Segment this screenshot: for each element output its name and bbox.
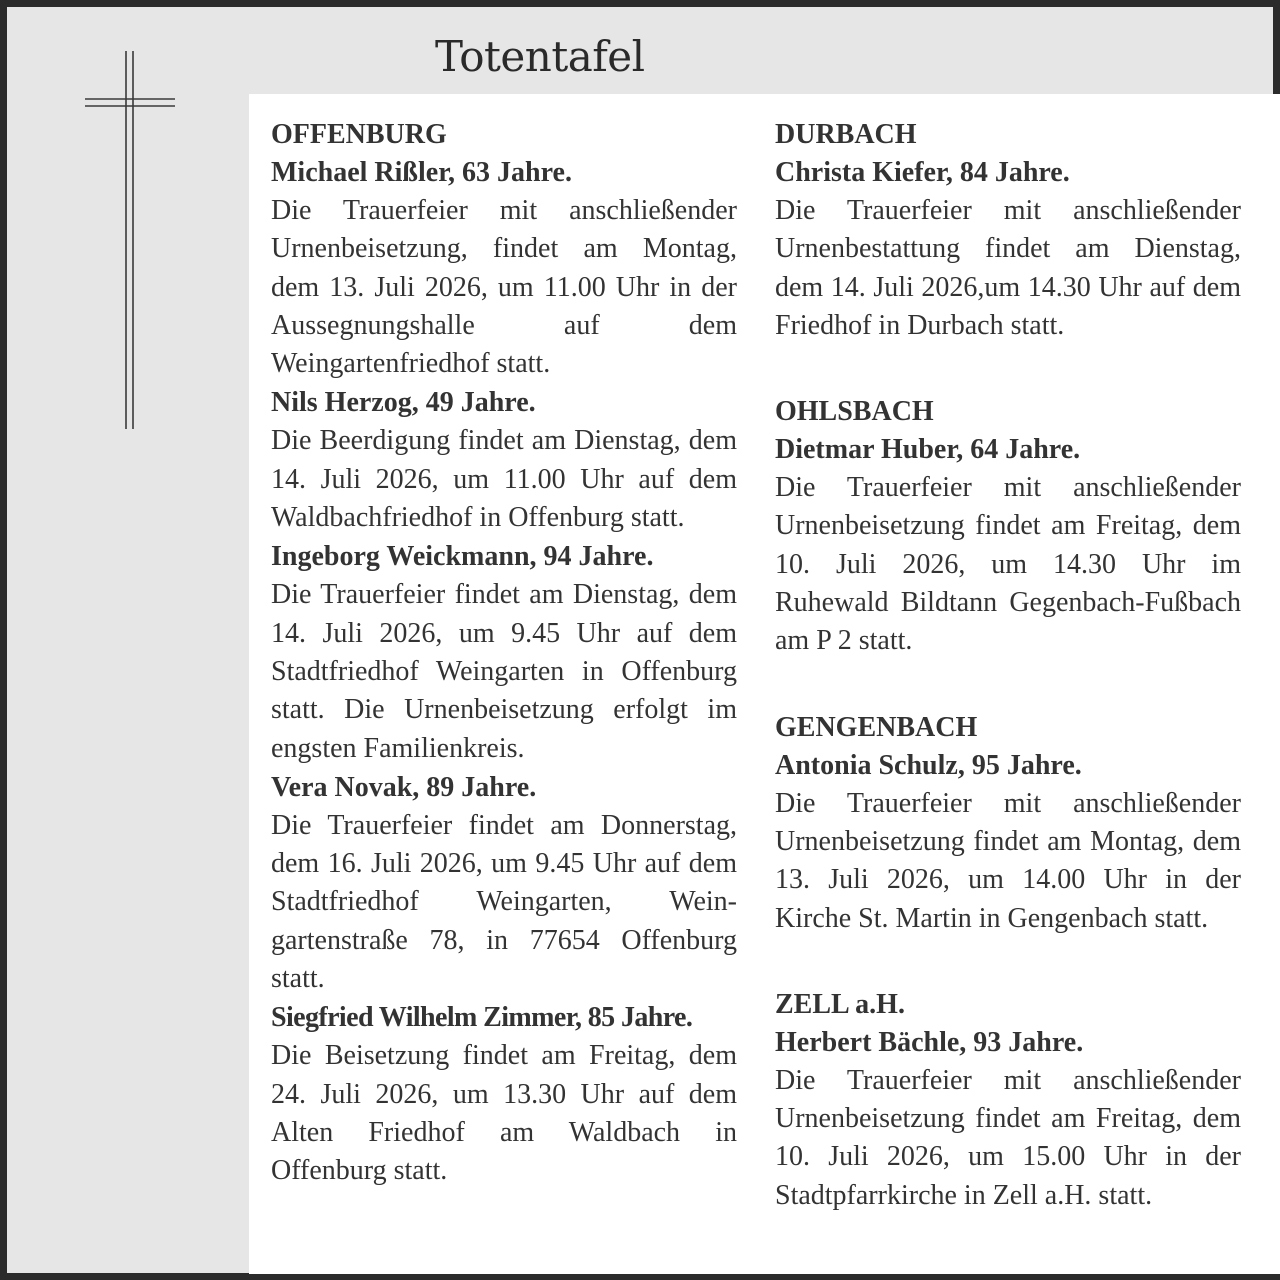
place-heading: OHLSBACH <box>775 396 934 428</box>
obituary-entry <box>271 769 737 998</box>
service-details: Die Trauerfeier mit anschließender Urnenbeisetzung findet am Freitag, dem 10. Juli 2026, um 14.30 Uhr im Ruhewald Bildtann Gegenbach-Fußbach am P 2 statt. <box>775 472 1241 657</box>
obituary-entry <box>271 154 737 383</box>
place-section <box>775 393 1241 660</box>
deceased-name: Vera Novak, 89 Jahre. <box>271 771 537 803</box>
obituary-entry <box>271 999 737 1190</box>
left-column <box>271 116 737 1191</box>
service-details: Die Trauerfeier mit anschließender Urnenbestattung findet am Dienstag, dem 14. Juli 2026,um 14.30 Uhr auf dem Friedhof in Durbach statt. <box>775 195 1241 341</box>
deceased-name: Herbert Bächle, 93 Jahre. <box>775 1026 1084 1058</box>
cross-icon <box>85 51 177 431</box>
service-details: Die Trauerfeier findet am Donnerstag, dem 16. Juli 2026, um 9.45 Uhr auf dem Stadtfriedhof Weingarten, Weingartenstraße 78, in 77654 Offenburg statt. <box>271 809 737 995</box>
place-heading: GENGENBACH <box>775 711 978 743</box>
service-details: Die Trauerfeier mit anschließender Urnenbeisetzung findet am Montag, dem 13. Juli 2026, um 14.00 Uhr in der Kirche St. Martin in Gengenbach statt. <box>775 787 1241 934</box>
obituary-panel <box>249 94 1280 1274</box>
deceased-name: Dietmar Huber, 64 Jahre. <box>775 434 1081 466</box>
service-details: Die Trauerfeier mit anschließender Urnenbeisetzung, findet am Montag, dem 13. Juli 2026, um 11.00 Uhr in der Aussegnungshalle auf dem Weingartenfriedhof statt. <box>271 195 737 380</box>
place-section <box>775 116 1241 345</box>
service-details: Die Trauerfeier mit anschließender Urnenbeisetzung findet am Freitag, dem 10. Juli 2026, um 15.00 Uhr in der Stadtpfarrkirche in Zell a.H. statt. <box>775 1064 1241 1211</box>
deceased-name: Michael Rißler, 63 Jahre. <box>271 157 572 188</box>
place-section <box>775 986 1241 1215</box>
service-details: Die Beerdigung findet am Dienstag, dem 14. Juli 2026, um 11.00 Uhr auf dem Waldbachfriedhof in Offenburg statt. <box>271 425 737 534</box>
deceased-name: Nils Herzog, 49 Jahre. <box>271 387 536 419</box>
deceased-name: Antonia Schulz, 95 Jahre. <box>775 749 1082 781</box>
obituary-entry <box>271 384 737 537</box>
deceased-name: Christa Kiefer, 84 Jahre. <box>775 157 1070 188</box>
deceased-name: Ingeborg Weickmann, 94 Jahre. <box>271 541 654 573</box>
service-details: Die Trauerfeier findet am Dienstag, dem 14. Juli 2026, um 9.45 Uhr auf dem Stadtfriedhof Weingarten in Offenburg statt. Die Urnenbeisetzung erfolgt im engsten Familienkreis. <box>271 579 737 764</box>
place-section <box>775 709 1241 938</box>
place-heading: OFFENBURG <box>271 119 447 150</box>
service-details: Die Beisetzung findet am Freitag, dem 24. Juli 2026, um 13.30 Uhr auf dem Alten Friedhof am Waldbach in Offenburg statt. <box>271 1040 737 1187</box>
deceased-name: Siegfried Wilhelm Zimmer, 85 Jahre. <box>271 1002 693 1034</box>
place-heading: DURBACH <box>775 119 917 150</box>
place-heading: ZELL a.H. <box>775 988 905 1020</box>
page-title: Totentafel <box>435 32 645 81</box>
obituary-entry <box>271 538 737 767</box>
right-column <box>775 116 1241 1215</box>
